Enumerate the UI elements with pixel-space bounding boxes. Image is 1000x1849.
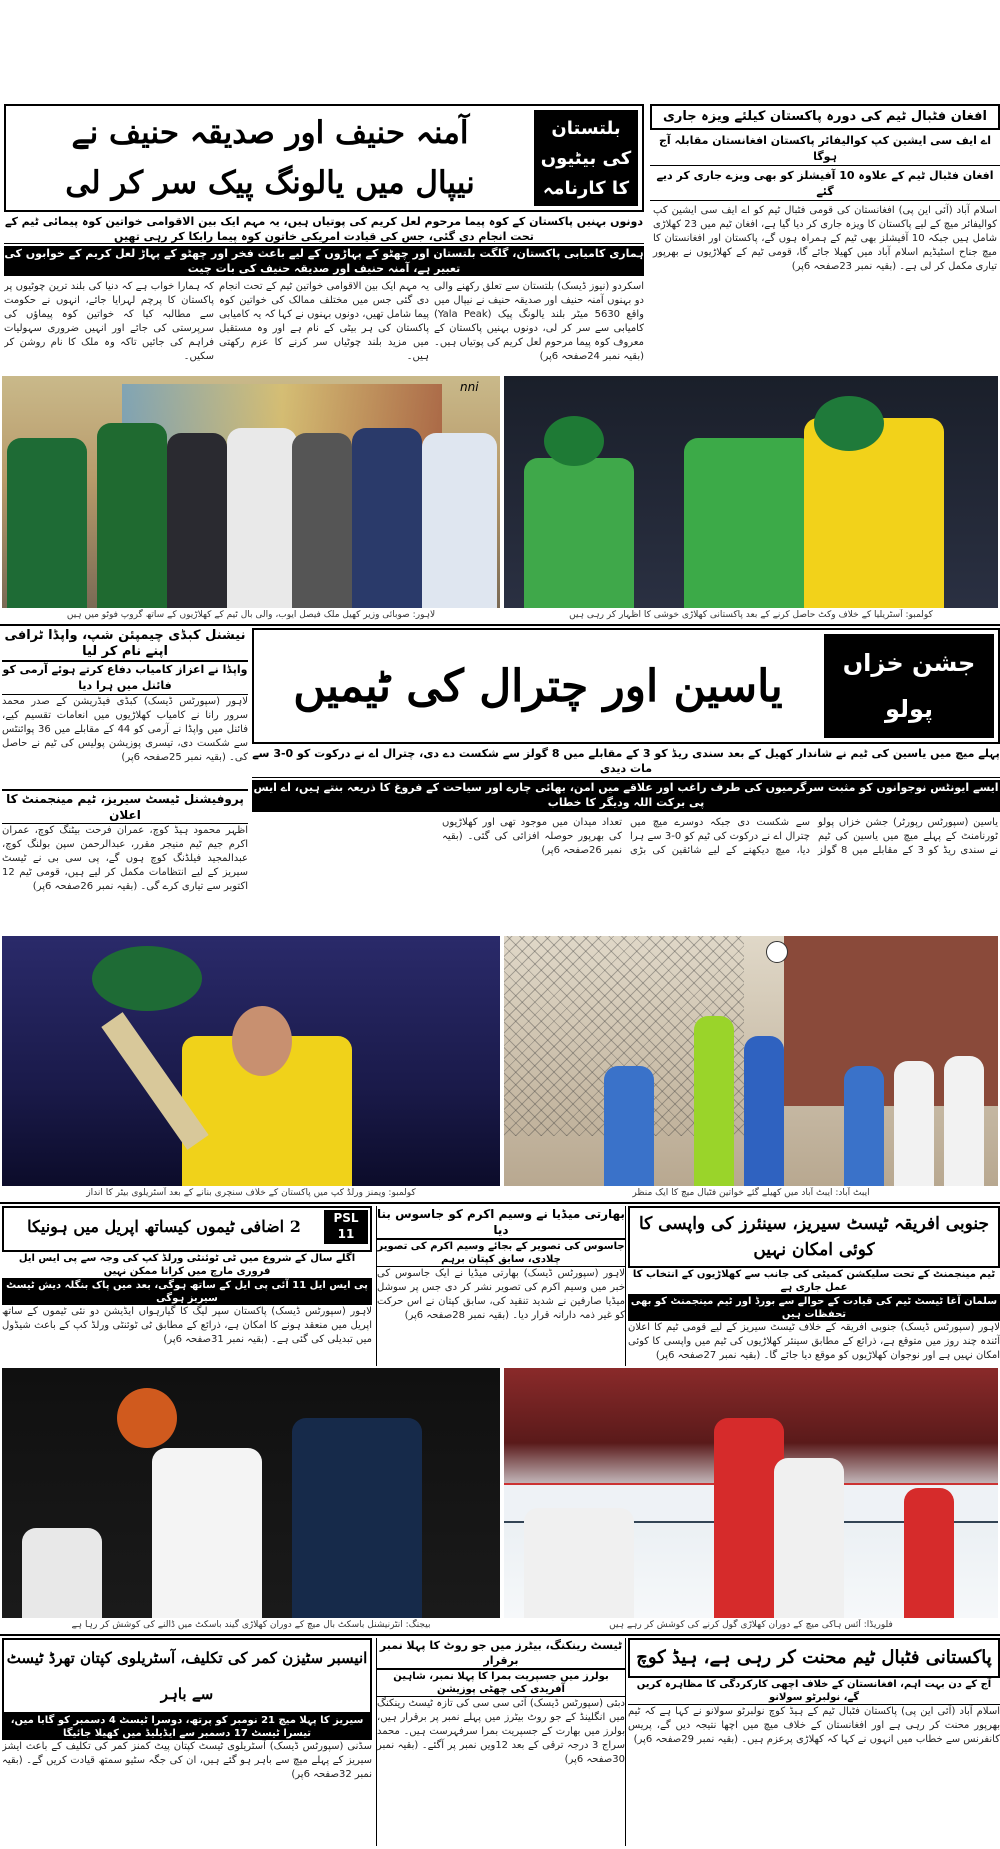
injury-body: سڈنی (سپورٹس ڈیسک) آسٹریلوی ٹیسٹ کپتان پیٹ کمنز کمر کی تکلیف کے باعث ایشز سیریز کے پہلے میچ سے باہر ہو گئے ہیں، ان کی جگہ سٹیو سمتھ قیادت کریں گے۔ (بقیہ نمبر 32صفحہ 6پر) <box>2 1741 372 1780</box>
player-figure <box>804 418 944 608</box>
football-icon <box>766 941 788 963</box>
story1-kicker: بلتستان کی بیٹیوں کا کارنامہ <box>534 110 638 206</box>
south-africa-story <box>628 1206 1000 1366</box>
south-africa-sub2: سلمان آغا ٹیسٹ ٹیم کی قیادت کے حوالے سے بورڈ اور ٹیم مینجمنٹ کو بھی تحفظات ہیں <box>628 1295 1000 1321</box>
injury-headline: انیسبر سٹیزن کمر کی تکلیف، آسٹریلوی کپتان تھرڈ ٹیسٹ سے باہر <box>2 1638 372 1714</box>
rankings-headline: ٹیسٹ رینکنگ، بیٹرز میں جو روٹ کا پہلا نمبر برقرار <box>377 1638 625 1670</box>
indian-media-sub: جاسوس کی تصویر کے بجائے وسیم اکرم کی تصویر چلادی، سابق کپتان برہم <box>377 1241 625 1265</box>
photo-women-football <box>504 936 998 1186</box>
player-figure <box>292 1418 422 1618</box>
story1-body-col3: کہ ہمارا خواب ہے کہ دنیا کی بلند ترین چوٹیوں پر پاکستان کا پرچم لہرایا جائے، انہوں نے حکومت سے مطالبہ کیا کہ خواتین کوہ پیماؤں کی سرپرستی کی جائے اور انہیں ضروری سہولیات فراہم کی جائیں تاکہ وہ ملک کا نام روشن کر سکیں۔ <box>4 281 214 362</box>
player-figure <box>844 1066 884 1186</box>
kabaddi-sub: واپڈا نے اعزاز کامیاب دفاع کرتے ہوئے آرمی کو فائنل میں ہرا دیا <box>2 662 248 695</box>
divider <box>0 1634 1000 1636</box>
photo-cricket-celebration <box>504 376 998 608</box>
person-figure <box>227 428 297 608</box>
photo-ice-hockey <box>504 1368 998 1618</box>
person-figure <box>97 423 167 608</box>
kabaddi-body: لاہور (سپورٹس ڈیسک) کبڈی فیڈریشن کے صدر محمد سرور رانا نے کامیاب کھلاڑیوں میں انعامات تقسیم کیے، فائنل میں واپڈا نے آرمی کو 44 کے مقابلے میں 36 پوائنٹس سے شکست دی، تیسری پوزیشن پولیس کی ٹیم نے حاصل کی۔ (بقیہ نمبر 25صفحہ 6پر) <box>2 696 248 763</box>
story1-body-col1: اسکردو (نیوز ڈیسک) بلتستان سے تعلق رکھنے والی دو بہنوں آمنہ حنیف اور صدیقہ حنیف نے نیپال میں واقع 5630 میٹر بلند یالونگ پیک (Yala Peak) کامیابی سے سر کر لی، دونوں بہنیں پاکستان کے معروف کوہ پیما مرحوم لعل کریم کی پوتیاں ہیں۔ (بقیہ نمبر 24صفحہ 6پر) <box>434 281 644 362</box>
photo-basketball <box>2 1368 500 1618</box>
psl-sub2: پی ایس ایل 11 آئی پی ایل کے ساتھ ہوگی، بعد میں پاک بنگلہ دیش ٹیسٹ سیریز ہوگی <box>2 1279 372 1305</box>
afghan-sub2: افغان فٹبال ٹیم کے علاوہ 10 آفیشلز کو بھی ویزے جاری کر دیے گئے <box>650 168 1000 201</box>
psl-tag: PSL 11 <box>324 1210 368 1244</box>
chitral-body: یاسین (سپورٹس رپورٹر) جشن خزاں پولو ٹورنامنٹ کے پہلے میچ میں یاسین کی ٹیم نے سندی ریڈ کو 3 کے مقابلے میں 8 گولز سے شکست دی جبکہ دوسرے میچ میں چترال اے نے درکوت کی ٹیم کو 0-3 سے ہرا دیا، میچ دیکھنے کے لیے شائقین کی بڑی تعداد میدان میں موجود تھی اور کھلاڑیوں کی بھرپور حوصلہ افزائی کی گئی۔ (بقیہ نمبر 26صفحہ 6پر) <box>442 817 998 856</box>
afghan-headline: افغان فٹبال ٹیم کی دورہ پاکستان کیلئے ویزہ جاری <box>650 104 1000 130</box>
goalkeeper-figure <box>694 1016 734 1186</box>
photo-australian-batter <box>2 936 500 1186</box>
test-series-headline: پروفیشنل ٹیسٹ سیریز، ٹیم مینجمنٹ کا اعلان <box>2 789 248 824</box>
goalie-figure <box>524 1508 634 1618</box>
football-coach-body: اسلام آباد (آئی این پی) پاکستان فٹبال ٹیم کے ہیڈ کوچ نولبرٹو سولانو نے کہا ہے کہ ٹیم بھرپور محنت کر رہی ہے اور افغانستان کے خلاف میچ میں اچھا نتیجہ دیں گے، پریس کانفرنس سے خطاب میں انہوں نے کہا کہ کھلاڑی پرعزم ہیں۔ (بقیہ نمبر 29صفحہ 6پر) <box>628 1706 1000 1745</box>
chitral-kicker-2: پولو <box>884 695 934 723</box>
indian-media-headline: بھارتی میڈیا نے وسیم اکرم کو جاسوس بنا دیا <box>377 1206 625 1240</box>
indian-media-body: لاہور (سپورٹس ڈیسک) بھارتی میڈیا نے ایک جاسوس کی خبر میں وسیم اکرم کی تصویر نشر کر دی جس پر سوشل میڈیا صارفین نے شدید تنقید کی، سابق کپتان نے اس حرکت کو غیر ذمہ دارانہ قرار دیا۔ (بقیہ نمبر 28صفحہ 6پر) <box>377 1268 625 1321</box>
person-figure <box>422 433 497 608</box>
person-figure <box>167 433 227 608</box>
player-figure <box>744 1036 784 1186</box>
player-figure <box>944 1056 984 1186</box>
player-figure <box>152 1448 262 1618</box>
player-figure <box>774 1458 844 1618</box>
person-figure <box>292 433 352 608</box>
batter-head <box>232 1006 292 1076</box>
psl-headline: 2 اضافی ٹیموں کیساتھ اپریل میں ہونیکا <box>27 1217 301 1236</box>
football-coach-headline: پاکستانی فٹبال ٹیم محنت کر رہی ہے، ہیڈ کوچ <box>628 1638 1000 1678</box>
indian-media-story <box>376 1206 626 1366</box>
divider <box>0 624 1000 626</box>
helmet-icon <box>814 396 884 451</box>
kabaddi-headline: نیشنل کبڈی چیمپئن شپ، واپڈا ٹرافی اپنے نام کر لیا <box>2 628 248 662</box>
injury-story <box>2 1638 372 1846</box>
person-figure <box>7 438 87 608</box>
psl-sub: اگلے سال کے شروع میں ٹی ٹوئنٹی ورلڈ کپ کی وجہ سے پی ایس ایل فروری مارچ میں کرانا ممکن نہیں <box>2 1252 372 1279</box>
afghan-body: اسلام آباد (آئی این پی) افغانستان کی قومی فٹبال ٹیم کو اے ایف سی ایشین کپ کوالیفائر میچ کے لیے پاکستان کا ویزہ جاری کر دیا گیا ہے، افغان ٹیم میں 23 کھلاڑی شامل ہیں جبکہ 10 آفیشلز بھی ٹیم کے ہمراہ ہوں گے، پاکستان اور افغانستان کا میچ جناح اسٹیڈیم اسلام آباد میں کھیلا جائے گا، قومی ٹیم کے کھلاڑیوں نے بھرپور تیاری مکمل کر لی ہے۔ (بقیہ نمبر 23صفحہ 6پر) <box>653 205 997 272</box>
divider <box>0 1202 1000 1204</box>
player-figure <box>524 458 634 608</box>
player-figure <box>894 1061 934 1186</box>
injury-sub: سیریز کا پہلا میچ 21 نومبر کو پرتھ، دوسرا ٹیسٹ 4 دسمبر کو گابا میں، تیسرا ٹیسٹ 17 دسمبر سے ایڈیلیڈ میں کھیلا جائیگا <box>2 1714 372 1740</box>
test-series-body: اظہر محمود ہیڈ کوچ، عمران فرحت بیٹنگ کوچ، عمران اکرم جیم ٹیم منیجر مقرر، عبدالرحمن سپن بولنگ کوچ، عبدالمجید فیلڈنگ کوچ ہوں گے، پی سی بی نے ٹیسٹ سیریز کے لیے انتظامات مکمل کر لیے ہیں، قومی ٹیم 12 اکتوبر سے تیاری کرے گی۔ (بقیہ نمبر 26صفحہ 6پر) <box>2 825 248 892</box>
psl-headline-box <box>2 1206 372 1252</box>
caption-australian-batter: کولمبو: ویمنز ورلڈ کپ میں پاکستان کے خلاف سنچری بنانے کے بعد آسٹریلوی بیٹر کا انداز <box>86 1188 416 1198</box>
psl-story <box>2 1206 372 1366</box>
rankings-body: دبئی (سپورٹس ڈیسک) آئی سی سی کی تازہ ٹیسٹ رینکنگ میں انگلینڈ کے جو روٹ بیٹرز میں پہلے نمبر پر برقرار ہیں، بولرز میں بھارت کے جسپریت بمرا سرفہرست ہیں۔ محمد سراج 3 درجہ ترقی کے بعد 12ویں نمبر پر آگئے۔ (بقیہ نمبر 30صفحہ 6پر) <box>377 1698 625 1765</box>
afghan-sub: اے ایف سی ایشین کپ کوالیفائر پاکستان افغانستان مقابلہ آج ہوگا <box>650 133 1000 166</box>
story1-body-col2: یہ مہم ایک بین الاقوامی خواتین ٹیم کے تحت انجام دی گئی جس میں مختلف ممالک کی خواتین کوہ پیما شامل تھیں، دونوں بہنوں نے کہا کہ یہ کامیابی پاکستان کی ہر بیٹی کے نام ہے اور وہ مستقبل میں مزید بلند چوٹیاں سر کرنے کا عزم رکھتی ہیں۔ <box>219 281 429 362</box>
football-coach-sub: آج کے دن بہت اہم، افغانستان کے خلاف اچھی کارکردگی کا مظاہرہ کریں گے، نولبرٹو سولانو <box>628 1678 1000 1705</box>
photo-officials-group <box>2 376 500 608</box>
psl-body: لاہور (سپورٹس ڈیسک) پاکستان سپر لیگ کا گیارہواں ایڈیشن دو نئی ٹیموں کے ساتھ اپریل میں منعقد ہونے کا امکان ہے، ذرائع کے مطابق ٹی ٹوئنٹی ورلڈ کپ کے باعث شیڈول میں تبدیلی کی گئی ہے۔ (بقیہ نمبر 31صفحہ 6پر) <box>2 1306 372 1345</box>
south-africa-headline: جنوبی افریقہ ٹیسٹ سیریز، سینئرز کی واپسی کا کوئی امکان نہیں <box>628 1206 1000 1268</box>
caption-ice-hockey: فلوریڈا: آئس ہاکی میچ کے دوران کھلاڑی گول کرنے کی کوشش کر رہے ہیں <box>609 1620 893 1630</box>
chitral-kicker <box>824 634 994 738</box>
kabaddi-story <box>2 628 248 934</box>
rankings-sub: بولرز میں جسپریت بمرا کا پہلا نمبر، شاہین آفریدی کی چھٹی پوزیشن <box>377 1670 625 1697</box>
helmet-icon <box>92 946 202 1011</box>
south-africa-body: لاہور (سپورٹس ڈیسک) جنوبی افریقہ کے خلاف ٹیسٹ سیریز کے لیے قومی ٹیم کا اعلان آئندہ چند روز میں متوقع ہے، ذرائع کے مطابق سینئر کھلاڑیوں کی ٹیم میں واپسی کا کوئی امکان نہیں ہے اور نوجوان کھلاڑیوں کو موقع دیا جائے گا۔ (بقیہ نمبر 27صفحہ 6پر) <box>628 1322 1000 1361</box>
caption-basketball: بیجنگ: انٹرنیشنل باسکٹ بال میچ کے دوران کھلاڑی گیند باسکٹ میں ڈالنے کی کوشش کر رہا ہے <box>71 1620 431 1630</box>
south-africa-sub: ٹیم مینجمنٹ کے تحت سلیکشن کمیٹی کی جانب سے کھلاڑیوں کے انتخاب کا عمل جاری ہے <box>628 1268 1000 1295</box>
story1-deck1: دونوں بہنیں پاکستان کے کوہ پیما مرحوم لعل کریم کی پوتیاں ہیں، یہ مہم ایک بین الاقوامی خواتین کوہ پیمائی ٹیم کے تحت انجام دی گئی، جس کی قیادت امریکی خاتون کوہ پیما رابکا کر رہی تھیں <box>5 215 643 243</box>
chitral-kicker-1: جشن خزاں <box>842 649 976 677</box>
football-coach-story <box>628 1638 1000 1846</box>
caption-officials: لاہور: صوبائی وزیر کھیل ملک فیصل ایوب، والی بال ٹیم کے کھلاڑیوں کے ساتھ گروپ فوٹو میں ہیں <box>66 610 436 620</box>
chitral-deck2: ایسے ایونٹس نوجوانوں کو مثبت سرگرمیوں کی طرف راغب اور علاقے میں امن، بھائی چارے اور سیاحت کے فروغ کا ذریعہ بنتے ہیں، اے ایس پی برکت اللہ ودیگر کا خطاب <box>252 780 1000 812</box>
player-figure <box>604 1066 654 1186</box>
rankings-story <box>376 1638 626 1846</box>
basketball-icon <box>117 1388 177 1448</box>
caption-cricket-celebration: کولمبو: آسٹریلیا کے خلاف وکٹ حاصل کرنے کے بعد پاکستانی کھلاڑی خوشی کا اظہار کر رہی ہیں <box>569 610 933 620</box>
afghan-story <box>650 104 1000 374</box>
chitral-headline: یاسین اور چترال کی ٹیمیں <box>293 661 783 712</box>
cap-icon <box>544 416 604 466</box>
story1-deck2: ہماری کامیابی پاکستان، گلگت بلتستان اور چھٹو کے پہاڑوں کے لیے باعث فخر اور چھٹو کے پہاڑ لعل کریم کے خوابوں کی تعبیر ہے، آمنہ حنیف اور صدیقہ حنیف کی بات چیت <box>4 247 644 275</box>
caption-women-football: ایبٹ آباد: ایبٹ آباد میں کھیلے گئے خواتین فٹبال میچ کا ایک منظر <box>632 1188 870 1198</box>
player-figure <box>684 438 814 608</box>
story1-headline-2: نیپال میں یالونگ پیک سر کر لی <box>65 165 475 201</box>
player-figure <box>22 1528 102 1618</box>
story1-headline-1: آمنہ حنیف اور صدیقہ حنیف نے <box>71 115 469 151</box>
chitral-deck1: پہلے میچ میں یاسین کی ٹیم نے شاندار کھیل کے بعد سندی ریڈ کو 3 کے مقابلے میں 8 گولز سے شکست دے دی، چترال اے نے درکوت کو 0-3 سے مات دیدی <box>252 746 1000 778</box>
nni-watermark: nni <box>460 380 479 394</box>
player-figure <box>904 1488 954 1618</box>
chitral-headline-box <box>252 628 1000 744</box>
story1-headline-box <box>4 104 644 212</box>
person-figure <box>352 428 422 608</box>
